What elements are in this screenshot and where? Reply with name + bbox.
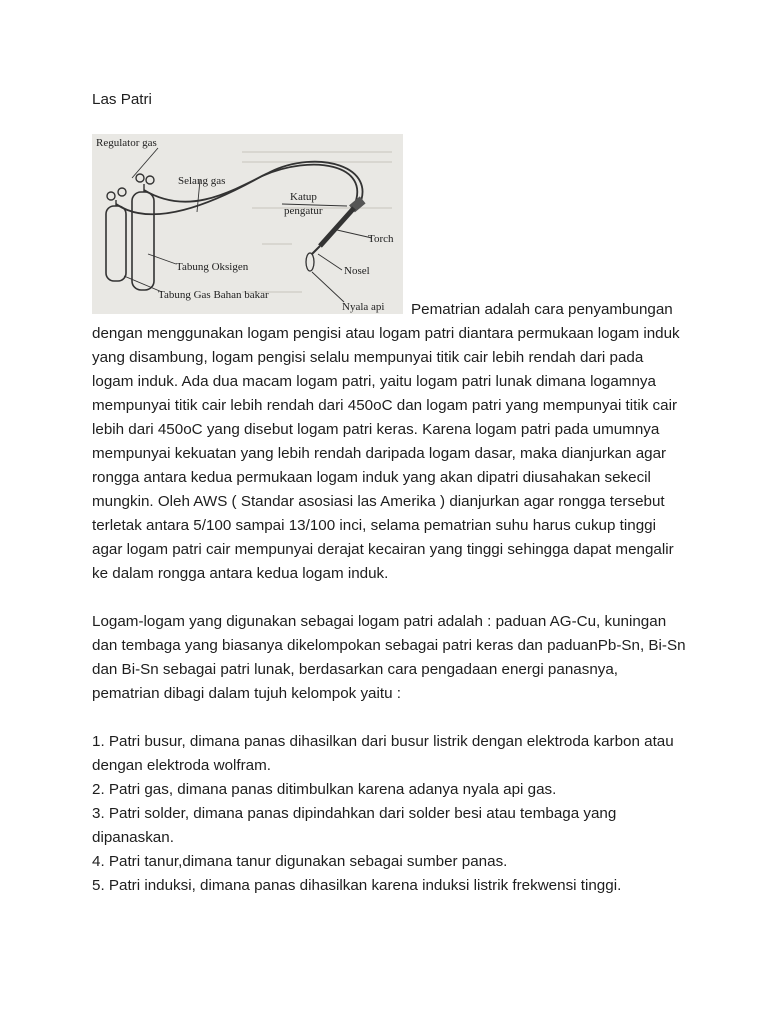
document-title: Las Patri bbox=[92, 91, 152, 108]
label-torch: Torch bbox=[368, 233, 394, 245]
label-selang: Selang gas bbox=[178, 175, 226, 187]
diagram-svg bbox=[92, 134, 403, 314]
label-katup: Katup bbox=[290, 191, 317, 203]
paragraph-1: Pematrian adalah cara penyambungan dengan menggunakan logam pengisi atau logam patri diantara permukaan logam induk yang disambung, logam pengisi selalu mempunyai titik cair lebih rendah dari pada logam induk. Ada dua macam logam patri, yaitu logam patri lunak dimana logamnya mempunyai titik cair lebih rendah dari 450oC dan logam patri yang mempunyai titik cair lebih dari 450oC yang disebut logam patri keras. Karena logam patri pada umumnya mempunyai kekuatan yang lebih rendah daripada logam dasar, maka dianjurkan agar rongga antara kedua permukaan logam induk yang akan dipatri diusahakan sekecil mungkin. Oleh AWS ( Standar asosiasi las Amerika ) dianjurkan agar rongga tersebut terletak antara 5/100 sampai 13/100 inci, selama pematrian suhu harus cukup tinggi agar logam patri cair mempunyai derajat kecairan yang tinggi sehingga dapat mengalir ke dalam rongga antara kedua logam induk. bbox=[92, 301, 680, 582]
label-oksigen: Tabung Oksigen bbox=[176, 261, 249, 273]
label-regulator: Regulator gas bbox=[96, 137, 157, 149]
list-item: 4. Patri tanur,dimana tanur digunakan sebagai sumber panas. bbox=[92, 853, 508, 870]
list-item: 5. Patri induksi, dimana panas dihasilkan karena induksi listrik frekwensi tinggi. bbox=[92, 877, 622, 894]
torch-body bbox=[320, 208, 354, 246]
gas-welding-diagram bbox=[92, 134, 403, 314]
list-item: 2. Patri gas, dimana panas ditimbulkan karena adanya nyala api gas. bbox=[92, 781, 557, 798]
label-nyala: Nyala api bbox=[342, 301, 385, 313]
list-item: 1. Patri busur, dimana panas dihasilkan dari busur listrik dengan elektroda karbon atau dengan elektroda wolfram. bbox=[92, 733, 674, 774]
oxygen-cylinder bbox=[132, 192, 154, 290]
flame-icon bbox=[306, 253, 314, 271]
label-pengatur: pengatur bbox=[284, 205, 323, 217]
fuel-cylinder bbox=[106, 206, 126, 281]
label-nosel: Nosel bbox=[344, 265, 370, 277]
paragraph-2: Logam-logam yang digunakan sebagai logam patri adalah : paduan AG-Cu, kuningan dan tembaga yang biasanya dikelompokan sebagai patri keras dan paduanPb-Sn, Bi-Sn dan Bi-Sn sebagai patri lunak, berdasarkan cara pengadaan energi panasnya, pematrian dibagi dalam tujuh kelompok yaitu : bbox=[92, 613, 686, 702]
method-list bbox=[92, 730, 688, 898]
document-body bbox=[92, 298, 688, 898]
label-bahan-bakar: Tabung Gas Bahan bakar bbox=[158, 289, 269, 301]
list-item: 3. Patri solder, dimana panas dipindahkan dari solder besi atau tembaga yang dipanaskan. bbox=[92, 805, 617, 846]
